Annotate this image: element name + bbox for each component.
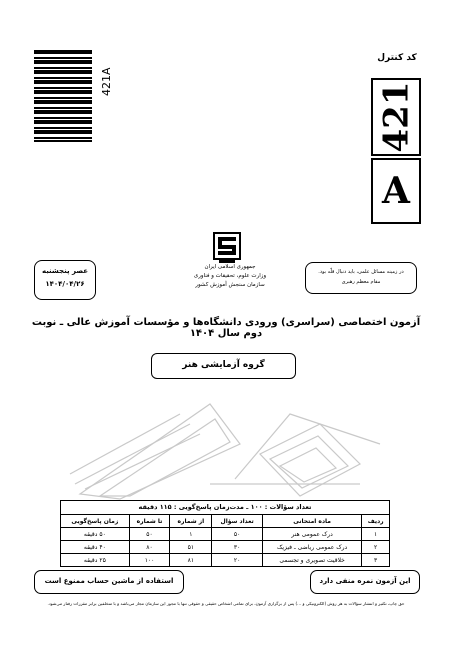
barcode-bar (34, 110, 92, 114)
barcode-bar (34, 107, 92, 109)
quote-box (305, 262, 417, 294)
control-code-label: کد کنترل (377, 53, 417, 63)
barcode-bar (34, 87, 92, 89)
table-cell: ۳۰ (212, 541, 263, 554)
table-row (61, 541, 390, 554)
exam-table-header (61, 515, 390, 528)
barcode-bar (34, 137, 92, 139)
table-cell: ۱ (170, 528, 212, 541)
table-cell: ۸۱ (170, 554, 212, 567)
header-from-number: از شماره (170, 515, 212, 528)
barcode-bar (34, 50, 92, 54)
barcode-bar (34, 97, 92, 99)
exam-date-box (34, 260, 96, 300)
exam-group: گروه آزمایشی هنر (151, 353, 296, 379)
exam-table-caption: تعداد سؤالات : ۱۰۰ ـ مدت‌زمان پاسخ‌گویی : ۱۱۵ دقیقه (61, 501, 390, 515)
table-cell: ۲۵ دقیقه (61, 554, 130, 567)
quote-author: مقام معظم رهبری (341, 279, 381, 285)
negative-mark-note: این آزمون نمره منفی دارد (310, 570, 420, 594)
table-cell: ۵۱ (170, 541, 212, 554)
org-line-1: جمهوری اسلامی ایران (204, 264, 256, 270)
table-row (61, 554, 390, 567)
header-row-number: ردیف (362, 515, 390, 528)
barcode-bar (34, 80, 92, 84)
table-cell: ۵۰ (212, 528, 263, 541)
table-cell: ۵۰ دقیقه (61, 528, 130, 541)
table-row (61, 528, 390, 541)
table-cell: ۵۰ (129, 528, 170, 541)
exam-title: آزمون اختصاصی (سراسری) ورودی دانشگاه‌ها و مؤسسات آموزش عالی ـ نوبت دوم سال ۱۴۰۴ (31, 317, 421, 339)
control-code: 421 (376, 81, 417, 153)
table-cell: ۲۰ (212, 554, 263, 567)
table-cell: ۱۰۰ (129, 554, 170, 567)
booklet-letter: A (382, 170, 410, 212)
barcode-bar (34, 70, 92, 74)
quote-text: در زمینه مسائل علمی، باید دنبال قلّه بود. (318, 269, 404, 275)
barcode-bar (34, 120, 92, 124)
table-cell: ۱ (362, 528, 390, 541)
header-subject: ماده امتحانی (262, 515, 361, 528)
table-cell: ۴۰ دقیقه (61, 541, 130, 554)
barcode-text: 421A (100, 67, 113, 96)
exam-date: ۱۴۰۴/۰۴/۲۶ (45, 280, 85, 288)
barcode-bar (34, 77, 92, 79)
org-line-2: وزارت علوم، تحقیقات و فناوری (193, 273, 267, 279)
barcode-bar (34, 100, 92, 104)
booklet-letter-box (371, 158, 421, 224)
barcode-bar (34, 90, 92, 94)
header-answer-time: زمان پاسخ‌گویی (61, 515, 130, 528)
org-line-3: سازمان سنجش آموزش کشور (195, 282, 265, 288)
header-question-count: تعداد سؤال (212, 515, 263, 528)
table-cell: ۳ (362, 554, 390, 567)
table-cell: درک عمومی هنر (262, 528, 361, 541)
table-cell: ۲ (362, 541, 390, 554)
barcode-bar (34, 117, 92, 119)
barcode-bar (34, 127, 92, 129)
barcode-bar (34, 140, 92, 142)
calculator-note: استفاده از ماشین حساب ممنوع است (34, 570, 184, 594)
watermark-logo-icon (60, 384, 390, 504)
barcode-bar (34, 57, 92, 59)
table-cell: درک عمومی ریاضی ـ فیزیک (262, 541, 361, 554)
copyright-footer: حق چاپ، تکثیر و انتشار سؤالات به هر روش (الکترونیکی و ...) پس از برگزاری آزمون، برای تمامی اشخاص حقیقی و حقوقی تنها با مجوز این سازمان مجاز می‌باشد و با متخلفین برابر مقررات رفتار می‌شود. (47, 601, 405, 606)
header-to-number: تا شماره (129, 515, 170, 528)
table-cell: خلاقیت تصویری و تجسمی (262, 554, 361, 567)
table-cell: ۸۰ (129, 541, 170, 554)
organization-name (160, 263, 300, 290)
barcode-bar (34, 130, 92, 134)
exam-day: عصر پنجشنبه (41, 267, 89, 275)
barcode-bar (34, 67, 92, 69)
organization-logo-icon (213, 232, 241, 264)
control-code-box (371, 78, 421, 156)
barcode-bar (34, 60, 92, 64)
barcode (34, 50, 92, 142)
exam-table (60, 500, 390, 567)
